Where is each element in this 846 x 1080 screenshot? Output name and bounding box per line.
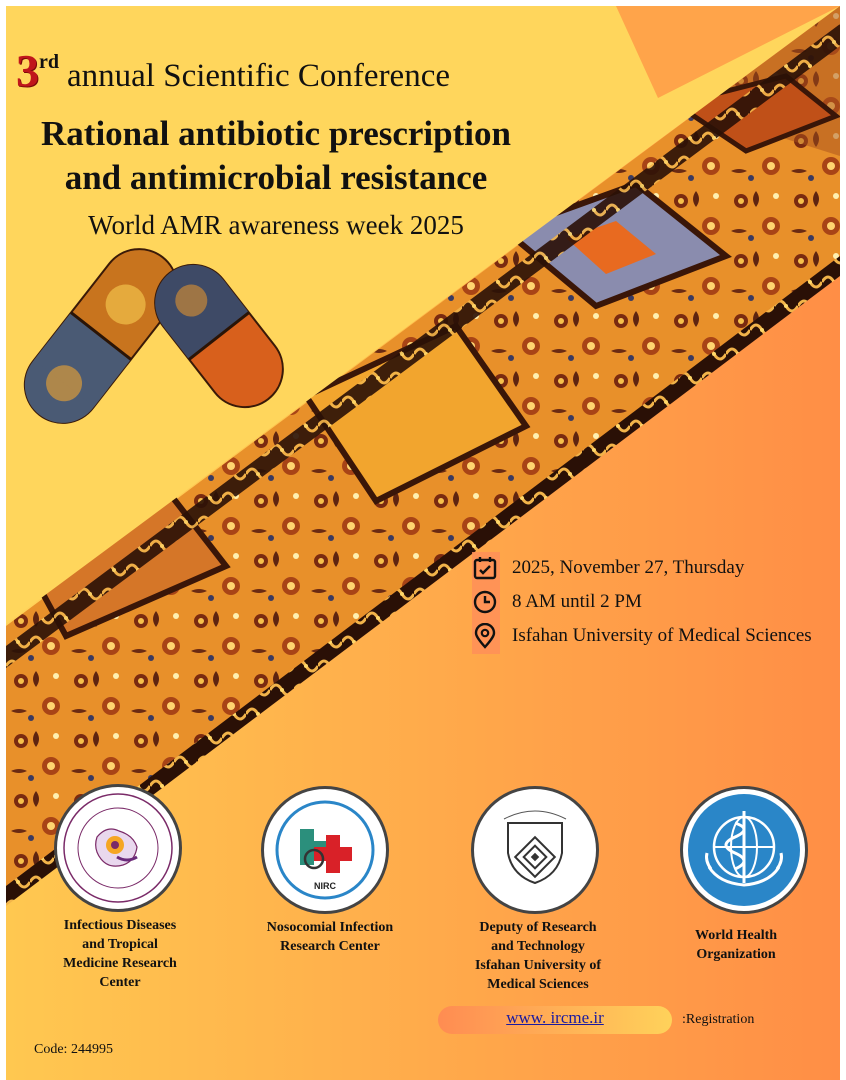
title-line-2: and antimicrobial resistance	[64, 158, 488, 197]
conference-poster	[6, 6, 840, 1080]
poster-code: Code: 244995	[34, 1042, 113, 1057]
edition-number: 3	[16, 45, 39, 96]
event-time: 8 AM until 2 PM	[512, 591, 642, 612]
who-logo	[680, 786, 808, 914]
org-name-who: World Health Organization	[694, 928, 778, 962]
event-time-row	[472, 586, 642, 618]
org-name-mui-research: Deputy of Research and Technology Isfahan University of Medical Sciences	[474, 920, 601, 992]
event-date-row	[472, 552, 744, 584]
edition-suffix: rd	[39, 51, 59, 73]
registration-label: :Registration	[682, 1012, 755, 1027]
event-location: Isfahan University of Medical Sciences	[512, 625, 812, 646]
mui-research-logo	[471, 786, 599, 914]
subtitle: World AMR awareness week 2025	[88, 210, 464, 240]
location-pin-icon	[472, 623, 498, 649]
calendar-icon	[472, 555, 498, 581]
clock-icon	[472, 589, 498, 615]
conference-edition	[16, 44, 556, 97]
nirc-logo	[261, 786, 389, 914]
nirc-logo-text: NIRC	[314, 881, 336, 891]
org-name-nirc: Nosocomial Infection Research Center	[266, 920, 394, 954]
org-name-idtmrc: Infectious Diseases and Tropical Medicine Research Center	[63, 918, 177, 990]
registration-link[interactable]: www. ircme.ir	[506, 1008, 604, 1027]
event-location-row	[472, 620, 812, 652]
title-line-1: Rational antibiotic prescription	[41, 114, 511, 153]
conference-label: annual Scientific Conference	[67, 58, 450, 94]
idtmrc-logo	[54, 784, 182, 912]
event-date: 2025, November 27, Thursday	[512, 557, 745, 578]
